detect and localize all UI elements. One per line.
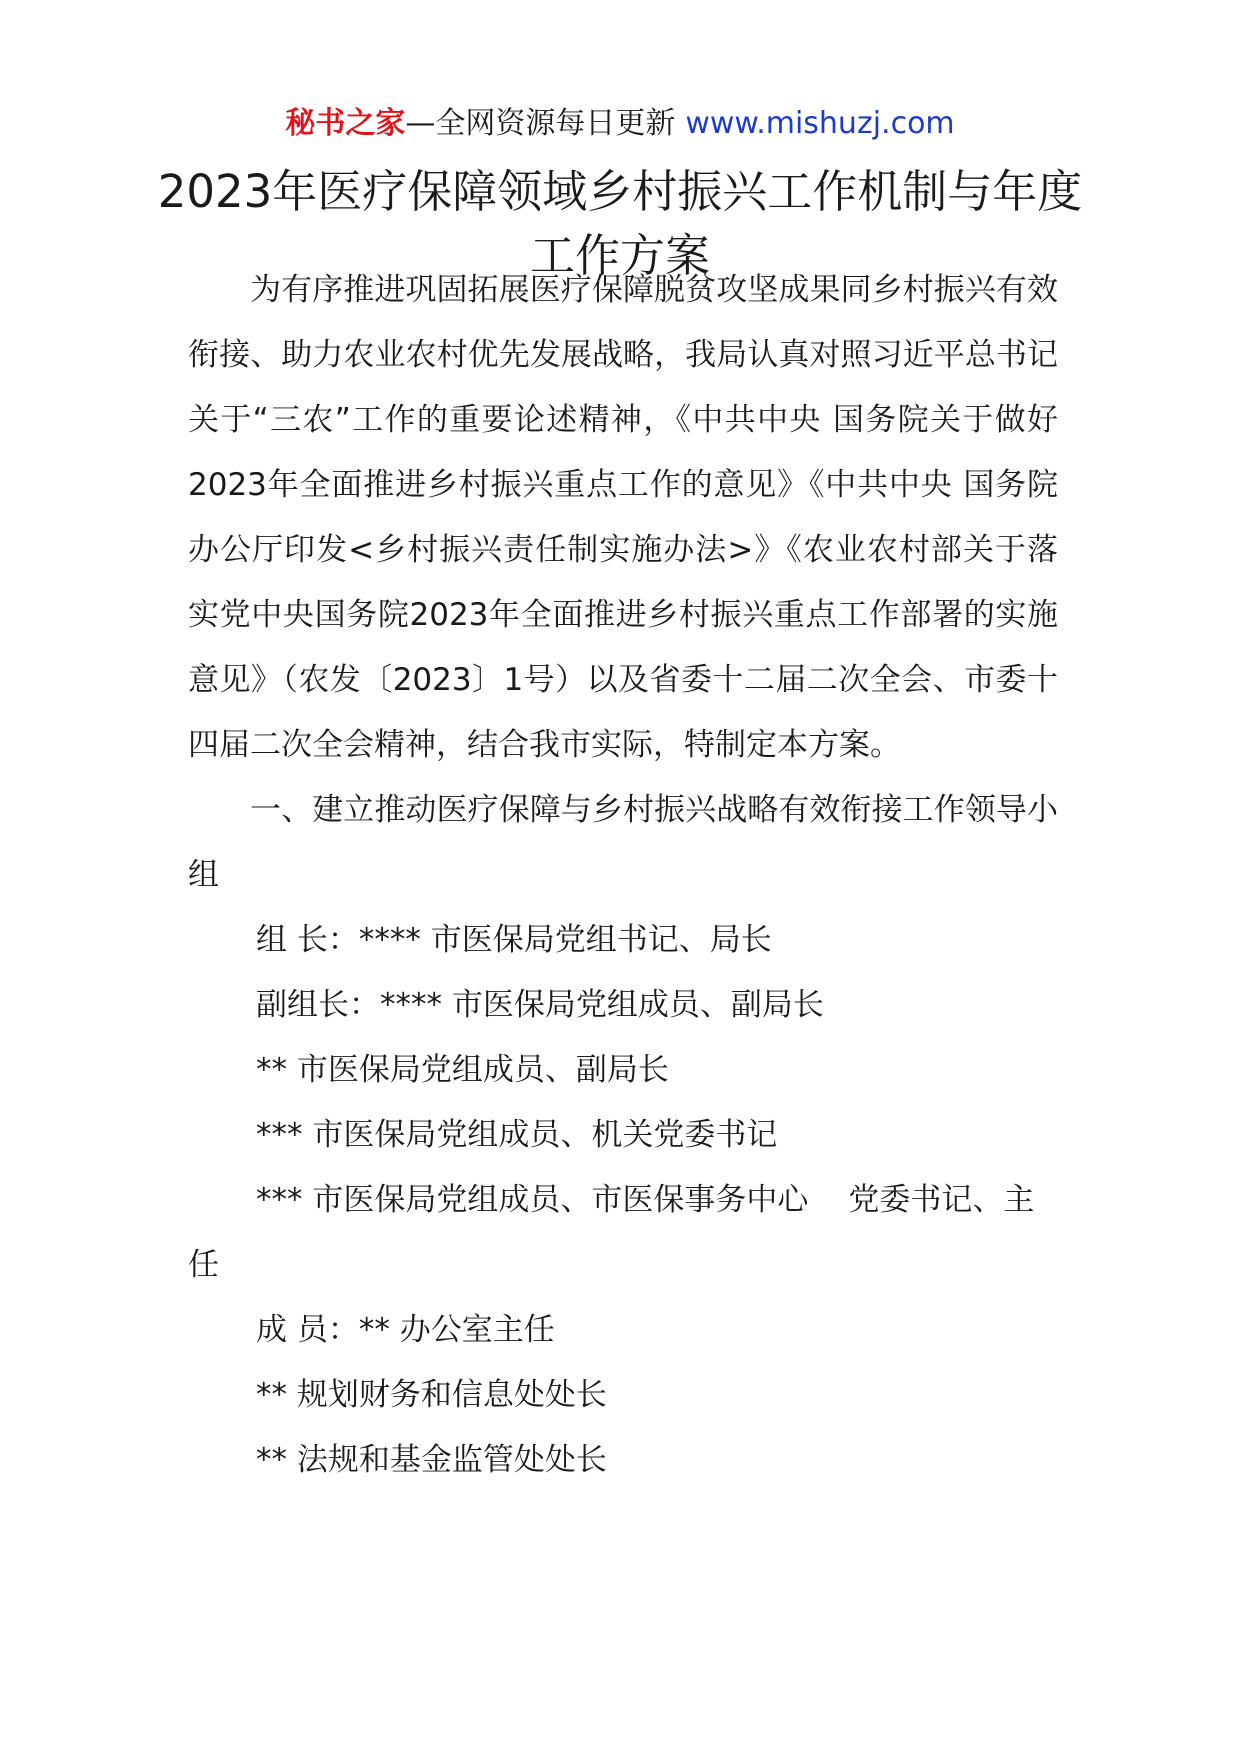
brand-name: 秘书之家: [285, 106, 406, 141]
intro-paragraph: 为有序推进巩固拓展医疗保障脱贫攻坚成果同乡村振兴有效衔接、助力农业农村优先发展战略，我局认真对照习近平总书记关于“三农”工作的重要论述精神，《中共中央 国务院关于做好2023年全面推进乡村振兴重点工作的意见》《中共中央 国务院办公厅印发<乡村振兴责任制实施办法>》《农业农村部关于落实党中央国务院2023年全面推进乡村振兴重点工作部署的实施意见》（农发〔2023〕1号）以及省委十二届二次全会、市委十四届二次全会精神，结合我市实际，特制定本方案。: [188, 272, 1058, 763]
site-url-link[interactable]: www.mishuzj.com: [685, 106, 955, 141]
member-line-2: ** 法规和基金监管处处长: [256, 1442, 607, 1478]
leader-line: 组 长：**** 市医保局党组书记、局长: [256, 922, 772, 958]
member-line-1: ** 规划财务和信息处处长: [256, 1377, 607, 1413]
members-line: 成 员：** 办公室主任: [256, 1312, 555, 1348]
deputy-line-3: [188, 1168, 1058, 1298]
deputy-line-3-part1: *** 市医保局党组成员、市医保事务中心: [256, 1182, 809, 1218]
document-title: 2023年医疗保障领域乡村振兴工作机制与年度工作方案: [157, 165, 1083, 282]
header-slogan: —全网资源每日更新: [405, 106, 676, 141]
section-heading: 一、建立推动医疗保障与乡村振兴战略有效衔接工作领导小组: [188, 792, 1058, 893]
document-body: [188, 258, 1058, 1493]
deputy-leader-line: 副组长：**** 市医保局党组成员、副局长: [256, 987, 824, 1023]
deputy-line-2: *** 市医保局党组成员、机关党委书记: [256, 1117, 778, 1153]
site-header: [0, 104, 1240, 144]
deputy-line-3-part2: 党委书记、主任: [188, 1182, 1035, 1283]
deputy-line-1: ** 市医保局党组成员、副局长: [256, 1052, 669, 1088]
